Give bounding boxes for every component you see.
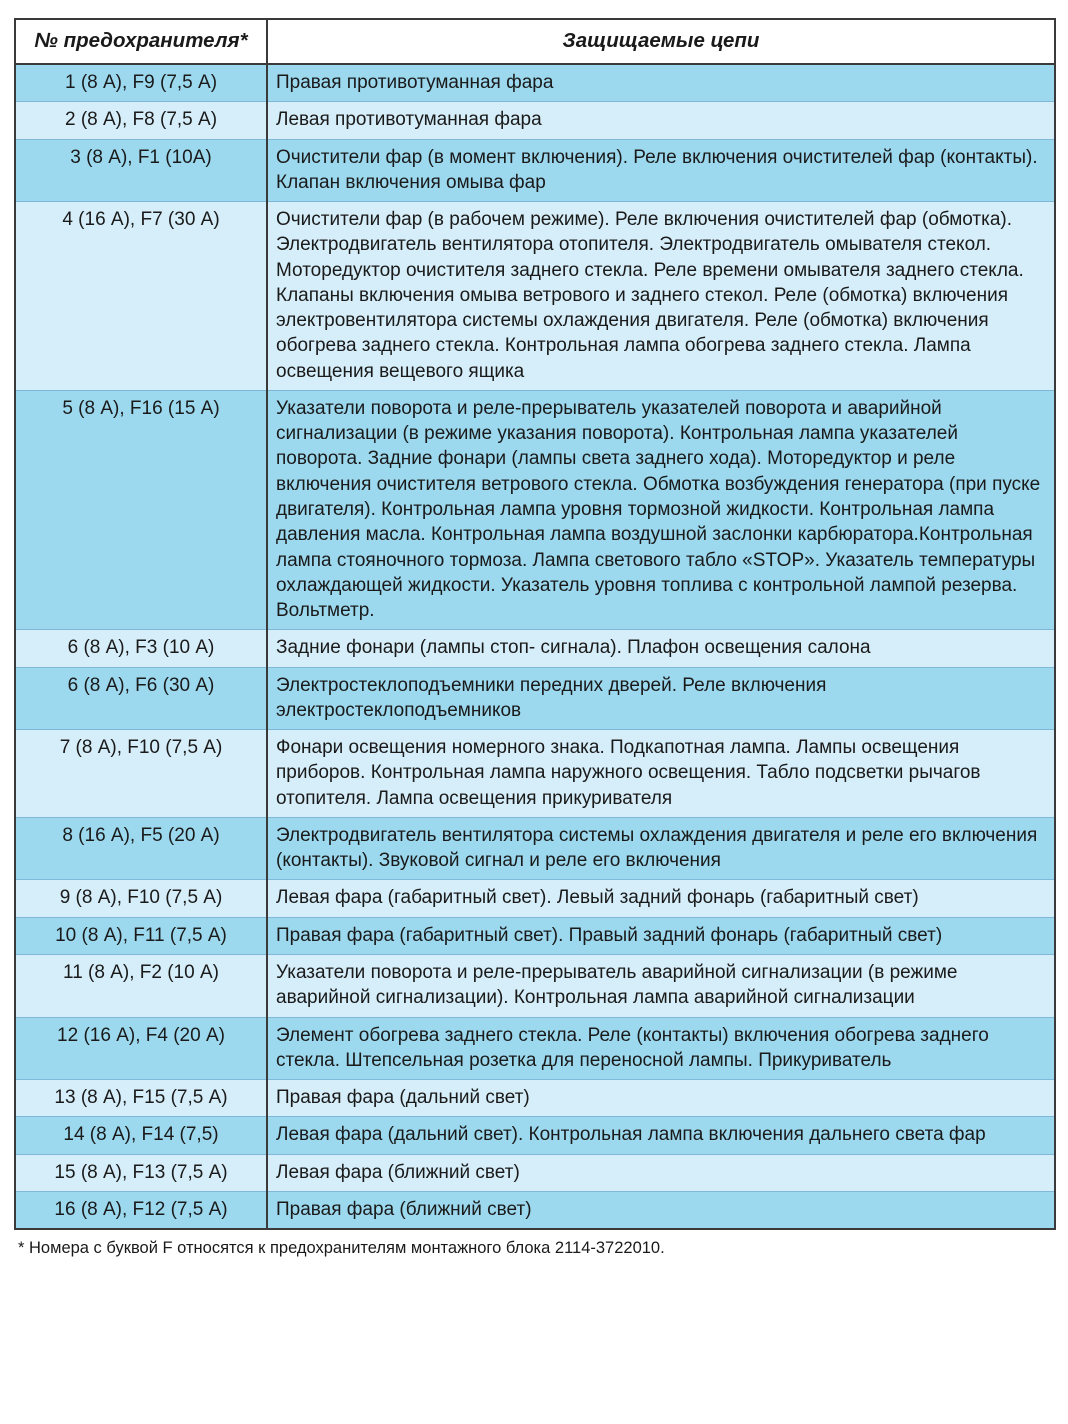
column-header-fuse-number: № предохранителя* bbox=[15, 19, 267, 64]
protected-circuits-cell: Правая противотуманная фара bbox=[267, 64, 1055, 102]
fuse-number-cell: 6 (8 А), F3 (10 А) bbox=[15, 630, 267, 667]
protected-circuits-cell: Правая фара (габаритный свет). Правый задний фонарь (габаритный свет) bbox=[267, 917, 1055, 954]
fuse-number-cell: 3 (8 А), F1 (10А) bbox=[15, 139, 267, 202]
fuse-number-cell: 9 (8 А), F10 (7,5 А) bbox=[15, 880, 267, 917]
table-row bbox=[15, 139, 1055, 202]
table-row bbox=[15, 390, 1055, 629]
protected-circuits-cell: Правая фара (дальний свет) bbox=[267, 1080, 1055, 1117]
protected-circuits-cell: Левая фара (ближний свет) bbox=[267, 1154, 1055, 1191]
protected-circuits-cell: Электростеклоподъемники передних дверей. Реле включения электростеклоподъемников bbox=[267, 667, 1055, 730]
protected-circuits-cell: Указатели поворота и реле-прерыватель указателей поворота и аварийной сигнализации (в режиме указания поворота). Контрольная лампа указателей поворота. Задние фонари (лампы света заднего хода). Моторедуктор и реле включения очистителя ветрового стекла. Обмотка возбуждения генератора (при пуске двигателя). Контрольная лампа уровня тормозной жидкости. Контрольная лампа давления масла. Контрольная лампа воздушной заслонки карбюратора.Контрольная лампа стояночного тормоза. Лампа светового табло «STOP». Указатель температуры охлаждающей жидкости. Указатель уровня топлива с контрольной лампой резерва. Вольтметр. bbox=[267, 390, 1055, 629]
table-row bbox=[15, 1191, 1055, 1229]
table-footnote: * Номера с буквой F относятся к предохранителям монтажного блока 2114-3722010. bbox=[18, 1239, 665, 1258]
table-row bbox=[15, 630, 1055, 667]
protected-circuits-cell: Указатели поворота и реле-прерыватель аварийной сигнализации (в режиме аварийной сигнализации). Контрольная лампа аварийной сигнализации bbox=[267, 954, 1055, 1017]
fuse-number-cell: 6 (8 А), F6 (30 А) bbox=[15, 667, 267, 730]
fuse-number-cell: 1 (8 А), F9 (7,5 А) bbox=[15, 64, 267, 102]
fuse-number-cell: 11 (8 А), F2 (10 А) bbox=[15, 954, 267, 1017]
protected-circuits-cell: Электродвигатель вентилятора системы охлаждения двигателя и реле его включения (контакты). Звуковой сигнал и реле его включения bbox=[267, 817, 1055, 880]
protected-circuits-cell: Левая противотуманная фара bbox=[267, 102, 1055, 139]
column-header-protected-circuits: Защищаемые цепи bbox=[267, 19, 1055, 64]
fuse-number-cell: 5 (8 А), F16 (15 А) bbox=[15, 390, 267, 629]
table-row bbox=[15, 1117, 1055, 1154]
protected-circuits-cell: Фонари освещения номерного знака. Подкапотная лампа. Лампы освещения приборов. Контрольная лампа наружного освещения. Табло подсветки рычагов отопителя. Лампа освещения прикуривателя bbox=[267, 730, 1055, 818]
fuse-number-cell: 4 (16 А), F7 (30 А) bbox=[15, 202, 267, 391]
fuse-number-cell: 16 (8 А), F12 (7,5 А) bbox=[15, 1191, 267, 1229]
fuse-number-cell: 15 (8 А), F13 (7,5 А) bbox=[15, 1154, 267, 1191]
fuse-number-cell: 13 (8 А), F15 (7,5 А) bbox=[15, 1080, 267, 1117]
fuse-number-cell: 8 (16 А), F5 (20 А) bbox=[15, 817, 267, 880]
table-row bbox=[15, 917, 1055, 954]
fuse-number-cell: 14 (8 А), F14 (7,5) bbox=[15, 1117, 267, 1154]
protected-circuits-cell: Очистители фар (в рабочем режиме). Реле включения очистителей фар (обмотка). Электродвигатель вентилятора отопителя. Электродвигатель омывателя стекол. Моторедуктор очистителя заднего стекла. Реле времени омывателя заднего стекла. Клапаны включения омыва ветрового и заднего стекол. Реле (обмотка) включения электровентилятора системы охлаждения двигателя. Реле (обмотка) включения обогрева заднего стекла. Контрольная лампа обогрева заднего стекла. Лампа освещения вещевого ящика bbox=[267, 202, 1055, 391]
protected-circuits-cell: Левая фара (габаритный свет). Левый задний фонарь (габаритный свет) bbox=[267, 880, 1055, 917]
table-row bbox=[15, 64, 1055, 102]
protected-circuits-cell: Правая фара (ближний свет) bbox=[267, 1191, 1055, 1229]
table-row bbox=[15, 1017, 1055, 1080]
table-head bbox=[15, 19, 1055, 64]
fuse-number-cell: 7 (8 А), F10 (7,5 А) bbox=[15, 730, 267, 818]
table-header-row bbox=[15, 19, 1055, 64]
table-row bbox=[15, 1080, 1055, 1117]
table-row bbox=[15, 202, 1055, 391]
table-row bbox=[15, 1154, 1055, 1191]
table-row bbox=[15, 667, 1055, 730]
fuse-number-cell: 2 (8 А), F8 (7,5 А) bbox=[15, 102, 267, 139]
table-body bbox=[15, 64, 1055, 1229]
protected-circuits-cell: Элемент обогрева заднего стекла. Реле (контакты) включения обогрева заднего стекла. Штепсельная розетка для переносной лампы. Прикуриватель bbox=[267, 1017, 1055, 1080]
protected-circuits-cell: Очистители фар (в момент включения). Реле включения очистителей фар (контакты). Клапан включения омыва фар bbox=[267, 139, 1055, 202]
table-row bbox=[15, 817, 1055, 880]
protected-circuits-cell: Задние фонари (лампы стоп- сигнала). Плафон освещения салона bbox=[267, 630, 1055, 667]
table-row bbox=[15, 880, 1055, 917]
protected-circuits-cell: Левая фара (дальний свет). Контрольная лампа включения дальнего света фар bbox=[267, 1117, 1055, 1154]
fuse-number-cell: 10 (8 А), F11 (7,5 А) bbox=[15, 917, 267, 954]
table-row bbox=[15, 730, 1055, 818]
table-row bbox=[15, 954, 1055, 1017]
table-row bbox=[15, 102, 1055, 139]
fuse-assignment-table bbox=[14, 18, 1056, 1230]
fuse-number-cell: 12 (16 А), F4 (20 А) bbox=[15, 1017, 267, 1080]
